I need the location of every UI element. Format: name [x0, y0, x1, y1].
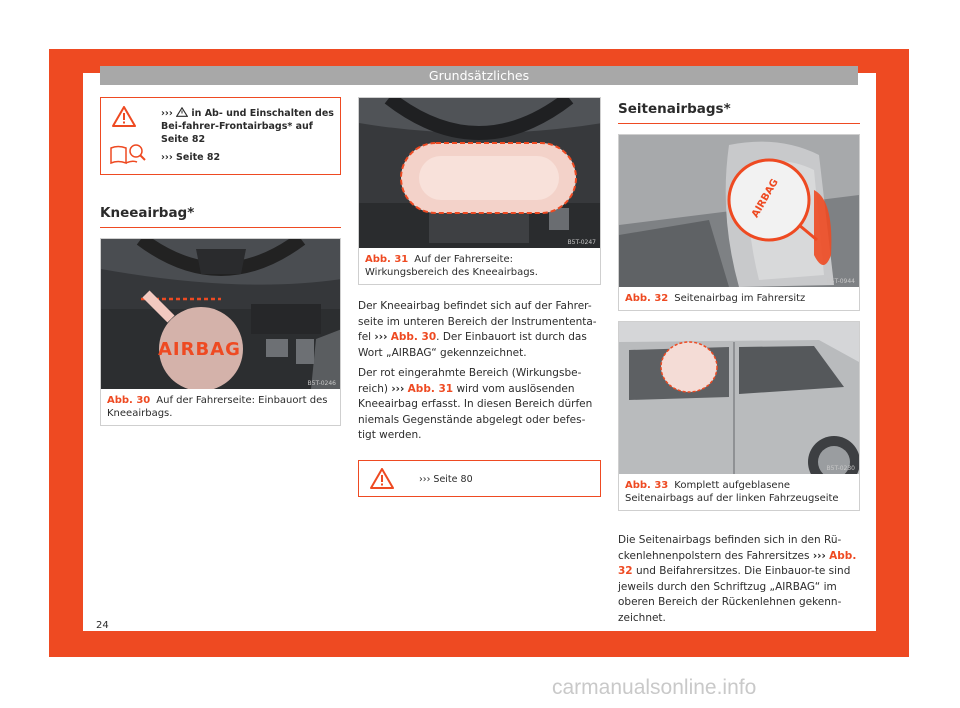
- warning-page-ref[interactable]: ››› Seite 80: [419, 473, 473, 485]
- column-1: [100, 97, 341, 426]
- warning-box: [100, 97, 341, 175]
- figure-caption-text: Seitenairbag im Fahrersitz: [674, 293, 806, 304]
- figure-caption-text: Auf der Fahrerseite: Wirkungsbereich des Kneeairbags.: [365, 254, 538, 278]
- figure-code: B5T-0247: [567, 239, 596, 246]
- para-text: Die Seitenairbags befinden sich in den Rü-ckenlehnenpolstern des Fahrersitzes: [618, 534, 842, 562]
- manual-book-icon: [109, 142, 147, 166]
- section-title-kneeairbag: Kneeairbag*: [100, 205, 341, 228]
- warning-page-ref[interactable]: ››› Seite 82: [161, 152, 221, 163]
- figure-abb-31: [358, 97, 601, 285]
- arrows: ›››: [391, 382, 405, 395]
- figure-link-abb-31[interactable]: Abb. 31: [407, 382, 454, 395]
- paragraph-seitenairbags: [618, 533, 860, 626]
- section-title-text: Kneeairbag: [100, 205, 188, 221]
- figure-caption-text: Komplett aufgeblasene Seitenairbags auf der linken Fahrzeugseite: [625, 480, 839, 504]
- side-airbags-vehicle-illustration: [619, 322, 859, 474]
- knee-airbag-deploy-area-illustration: [359, 98, 600, 248]
- figure-label: Abb. 31: [365, 254, 409, 265]
- figure-caption: [619, 474, 859, 510]
- para-text: . Der Einbauort ist durch das Wort „AIRBAG“ gekennzeichnet.: [358, 331, 587, 359]
- arrows: ›››: [161, 108, 173, 119]
- figure-label: Abb. 33: [625, 480, 669, 491]
- page-number: 24: [96, 620, 109, 631]
- figure-caption: [359, 248, 600, 284]
- warning-triangle-small-icon: [176, 107, 188, 117]
- arrows: ›››: [812, 549, 826, 562]
- figure-abb-33: [618, 321, 860, 511]
- side-airbag-seat-illustration: [619, 135, 859, 287]
- figure-caption-text: Auf der Fahrerseite: Einbauort des Kneeairbags.: [107, 395, 328, 419]
- figure-image: [101, 239, 340, 389]
- figure-image: [619, 322, 859, 474]
- warning-triangle-icon: [370, 468, 394, 489]
- warning-reference-text: [161, 107, 336, 146]
- column-3: [618, 97, 860, 626]
- figure-link-abb-32[interactable]: Abb. 32: [618, 549, 857, 577]
- warning-triangle-icon: [112, 106, 136, 127]
- para-text: Der Kneeairbag befindet sich auf der Fahrer-seite im unteren Bereich der Instrumententa-fel: [358, 300, 597, 343]
- para-text: wird vom auslösenden Kneeairbag erfasst. In diesen Bereich dürfen niemals Gegenstände abgelegt oder befes-tigt werden.: [358, 382, 593, 441]
- figure-code: B5T-0944: [826, 278, 855, 285]
- paragraph-2: [358, 366, 601, 444]
- figure-abb-32: [618, 134, 860, 311]
- airbag-lettering: AIRBAG: [158, 339, 241, 360]
- para-text: Der rot eingerahmte Bereich (Wirkungsbe-reich): [358, 367, 582, 395]
- figure-link-abb-30[interactable]: Abb. 30: [390, 331, 437, 343]
- figure-label: Abb. 30: [107, 395, 151, 406]
- figure-label: Abb. 32: [625, 293, 669, 304]
- arrows: ›››: [374, 331, 388, 343]
- knee-airbag-location-illustration: [101, 239, 340, 389]
- section-title-seitenairbags: Seitenairbags*: [618, 101, 860, 124]
- figure-image: [359, 98, 600, 248]
- figure-code: B5T-0230: [826, 465, 855, 472]
- column-2: [358, 97, 601, 497]
- warning-line-1: in Ab- und Einschalten des Bei-fahrer-Frontairbags* auf Seite 82: [161, 108, 334, 145]
- figure-code: B5T-0246: [307, 380, 336, 387]
- warning-box: [358, 460, 601, 497]
- figure-abb-30: [100, 238, 341, 426]
- figure-caption: [101, 389, 340, 425]
- para-text: und Beifahrersitzes. Die Einbauor-te sind jeweils durch den Schriftzug „AIRBAG“ im oberen Bereich der Rückenlehnen gekenn-zeichnet.: [618, 565, 851, 624]
- airbag-lettering: AIRBAG: [749, 177, 781, 220]
- watermark: carmanualsonline.info: [552, 676, 757, 699]
- chapter-header: Grundsätzliches: [100, 66, 858, 85]
- paragraph-1: [358, 299, 601, 361]
- figure-image: [619, 135, 859, 287]
- figure-caption: [619, 287, 859, 310]
